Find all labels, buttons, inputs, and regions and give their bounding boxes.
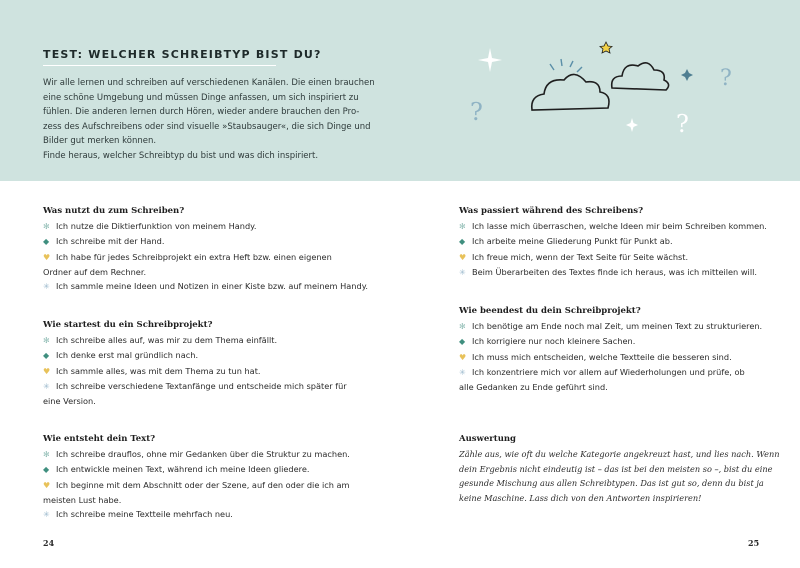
snowflake-icon: ✻: [43, 222, 50, 231]
svg-text:?: ?: [676, 110, 689, 138]
evaluation-text: [459, 447, 789, 505]
intro-paragraph: [43, 76, 378, 164]
heart-icon: ♥: [43, 252, 51, 262]
answer-option[interactable]: ◆ Ich denke erst mal gründlich nach.: [43, 348, 373, 363]
question-section-tools: [43, 206, 373, 294]
clouds-illustration: [460, 30, 760, 150]
heart-icon: ♥: [43, 480, 51, 490]
evaluation-line: Zähle aus, wie oft du welche Kategorie angekreuzt hast, und lies nach. Wenn: [459, 449, 780, 459]
answer-option[interactable]: ✻ Ich lasse mich überraschen, welche Ideen mir beim Schreiben kommen.: [459, 219, 789, 234]
evaluation-line: gesunde Mischung aus allen Schreibtypen. Das ist gut so, denn du bist ja: [459, 478, 764, 488]
section-heading: Was passiert während des Schreibens?: [459, 206, 644, 216]
question-mark-icon: [720, 66, 732, 91]
question-section-start: [43, 320, 373, 408]
section-heading: Wie entsteht dein Text?: [43, 434, 156, 444]
star-icon: ✳: [459, 267, 466, 277]
diamond-icon: ◆: [459, 237, 466, 247]
answer-option[interactable]: ✳ Beim Überarbeiten des Textes finde ich heraus, was ich mitteilen will.: [459, 265, 789, 280]
snowflake-icon: ✻: [43, 450, 50, 459]
page-number-right: 25: [748, 538, 760, 548]
asterisk-star-icon: [681, 69, 693, 81]
evaluation-line: dein Ergebnis nicht eindeutig ist – das ist bei den meisten so –, bist du eine: [459, 463, 773, 474]
evaluation-section: [459, 434, 789, 505]
answer-option[interactable]: ◆ Ich korrigiere nur noch kleinere Sachen.: [459, 334, 789, 349]
intro-line: zess des Aufschreibens oder sind visuelle »Staubsauger«, die sich Dinge und: [43, 121, 371, 132]
answer-option[interactable]: ♥ Ich habe für jedes Schreibprojekt ein extra Heft bzw. einen eigenen Ordner auf dem Rechner.: [43, 251, 332, 277]
answer-option[interactable]: ✻ Ich nutze die Diktierfunktion von meinem Handy.: [43, 219, 373, 234]
snowflake-icon: ✻: [459, 322, 466, 331]
svg-text:?: ?: [720, 66, 732, 91]
heart-icon: ♥: [459, 352, 467, 362]
star-icon: ✳: [43, 381, 50, 391]
shine-lines-icon: [550, 59, 582, 72]
star-icon: ✳: [459, 367, 466, 377]
diamond-icon: ◆: [459, 337, 466, 347]
answer-option[interactable]: ◆ Ich arbeite meine Gliederung Punkt für Punkt ab.: [459, 234, 789, 249]
answer-option[interactable]: ✳ Ich schreibe meine Textteile mehrfach neu.: [43, 507, 373, 522]
answer-option[interactable]: ♥ Ich sammle alles, was mit dem Thema zu tun hat.: [43, 364, 373, 379]
intro-line: Wir alle lernen und schreiben auf verschiedenen Kanälen. Die einen brauchen: [43, 78, 375, 88]
answer-option[interactable]: ♥ Ich muss mich entscheiden, welche Textteile die besseren sind.: [459, 350, 789, 365]
evaluation-heading: Auswertung: [459, 434, 516, 444]
diamond-icon: ◆: [43, 351, 50, 361]
star-icon: ✳: [43, 282, 50, 292]
sparkle-icon: [478, 48, 502, 72]
answer-option[interactable]: ◆ Ich entwickle meinen Text, während ich meine Ideen gliedere.: [43, 462, 373, 477]
answer-option[interactable]: ✳ Ich schreibe verschiedene Textanfänge und entscheide mich später für eine Version.: [43, 380, 347, 407]
question-mark-icon: [470, 98, 483, 126]
answer-option[interactable]: ◆ Ich schreibe mit der Hand.: [43, 234, 373, 249]
page-title: TEST: WELCHER SCHREIBTYP BIST DU?: [43, 48, 322, 61]
intro-line: Finde heraus, welcher Schreibtyp du bist und was dich inspiriert.: [43, 150, 319, 161]
diamond-icon: ◆: [43, 465, 50, 475]
intro-line: fühlen. Die anderen lernen durch Hören, wieder andere brauchen den Pro-: [43, 107, 360, 118]
evaluation-line: keine Maschine. Lass dich von den Antworten inspirieren!: [459, 492, 702, 503]
snowflake-icon: ✻: [459, 222, 466, 231]
intro-line: Bilder gut merken können.: [43, 136, 157, 147]
answer-option[interactable]: ♥ Ich beginne mit dem Abschnitt oder der Szene, auf den oder die ich am meisten Lust habe.: [43, 479, 350, 505]
section-heading: Wie startest du ein Schreibprojekt?: [43, 320, 213, 330]
question-section-process: [43, 434, 373, 522]
heart-icon: ♥: [43, 366, 51, 376]
page-number-left: 24: [43, 538, 55, 548]
section-heading: Was nutzt du zum Schreiben?: [43, 206, 185, 216]
answer-option[interactable]: ✻ Ich benötige am Ende noch mal Zeit, um meinen Text zu strukturieren.: [459, 319, 789, 334]
snowflake-icon: ✻: [43, 336, 50, 345]
svg-text:?: ?: [470, 98, 483, 126]
intro-line: eine schöne Umgebung und müssen Dinge anfassen, um sich inspiriert zu: [43, 92, 359, 103]
cloud-icon: [612, 63, 669, 90]
answer-option[interactable]: ✳ Ich konzentriere mich vor allem auf Wiederholungen und prüfe, ob alle Gedanken zu Ende geführt sind.: [459, 366, 745, 393]
question-mark-icon: [676, 110, 689, 138]
answer-option[interactable]: ✻ Ich schreibe drauflos, ohne mir Gedanken über die Struktur zu machen.: [43, 447, 373, 462]
section-heading: Wie beendest du dein Schreibprojekt?: [459, 306, 641, 316]
heart-icon: ♥: [459, 252, 467, 262]
question-section-finish: [459, 306, 789, 394]
star-icon: ✳: [43, 510, 50, 520]
answer-option[interactable]: ✳ Ich sammle meine Ideen und Notizen in einer Kiste bzw. auf meinem Handy.: [43, 279, 373, 294]
title-underline: [43, 65, 276, 66]
diamond-icon: ◆: [43, 237, 50, 247]
question-section-during: [459, 206, 789, 280]
answer-option[interactable]: ✻ Ich schreibe alles auf, was mir zu dem Thema einfällt.: [43, 333, 373, 348]
sparkle-icon: [626, 118, 638, 132]
star-icon: [600, 42, 612, 53]
answer-option[interactable]: ♥ Ich freue mich, wenn der Text Seite für Seite wächst.: [459, 250, 789, 265]
cloud-icon: [532, 74, 609, 110]
